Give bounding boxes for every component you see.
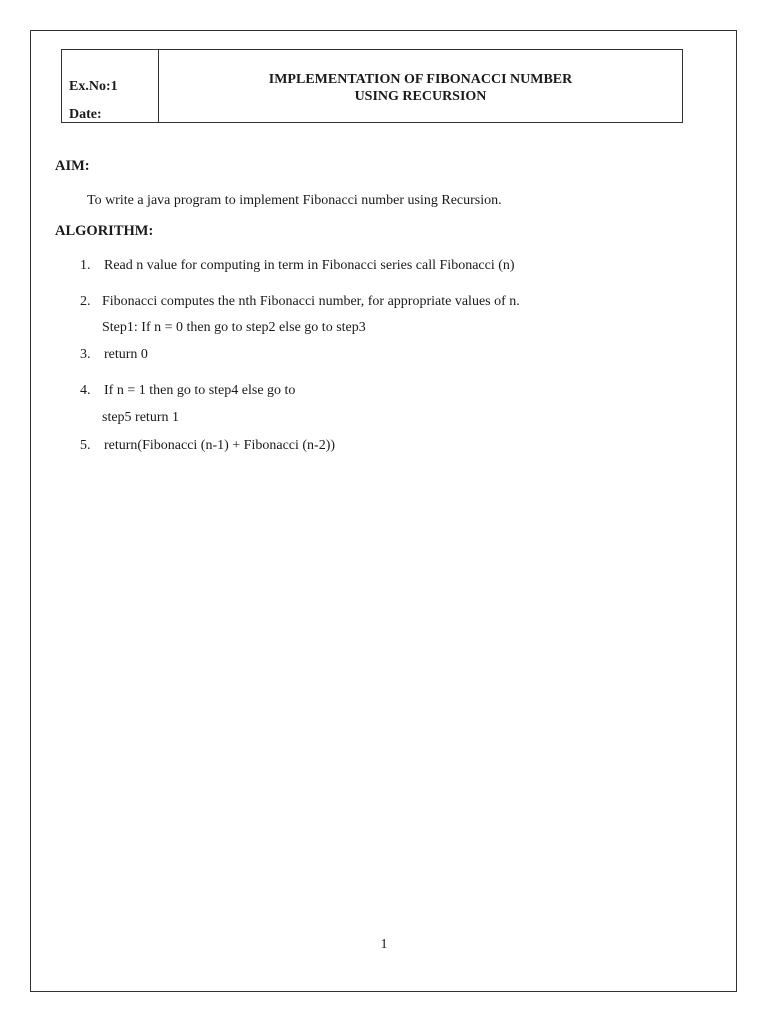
algorithm-step-3 (80, 347, 148, 363)
step-number: 2. (80, 294, 91, 309)
algorithm-step-5 (80, 438, 335, 454)
title-line-2: USING RECURSION (354, 89, 487, 104)
step-number: 4. (80, 383, 91, 398)
exercise-number: Ex.No:1 (69, 79, 118, 94)
header-title-cell (159, 50, 682, 122)
page-border (30, 30, 737, 992)
header-left-cell (62, 50, 159, 122)
step-number: 5. (80, 438, 91, 453)
step-text: return(Fibonacci (n-1) + Fibonacci (n-2)) (104, 438, 336, 453)
step-text: return 0 (104, 347, 148, 362)
algorithm-step-1 (80, 258, 515, 274)
aim-text: To write a java program to implement Fibonacci number using Recursion. (87, 193, 502, 208)
step-number: 3. (80, 347, 91, 362)
date-label: Date: (69, 107, 102, 122)
algorithm-step-2-continuation: Step1: If n = 0 then go to step2 else go to step3 (102, 320, 366, 335)
algorithm-step-4-continuation: step5 return 1 (102, 410, 179, 425)
title-line-1: IMPLEMENTATION OF FIBONACCI NUMBER (268, 72, 573, 87)
step-number: 1. (80, 258, 91, 273)
step-text: Fibonacci computes the nth Fibonacci number, for appropriate values of n. (102, 294, 520, 309)
header-table (61, 49, 683, 123)
aim-heading: AIM: (55, 158, 90, 174)
step-text: If n = 1 then go to step4 else go to (104, 383, 296, 398)
algorithm-step-2 (80, 294, 520, 310)
algorithm-heading: ALGORITHM: (55, 223, 154, 239)
page-number: 1 (380, 937, 388, 952)
step-text: Read n value for computing in term in Fibonacci series call Fibonacci (n) (104, 258, 515, 273)
algorithm-step-4 (80, 383, 295, 399)
